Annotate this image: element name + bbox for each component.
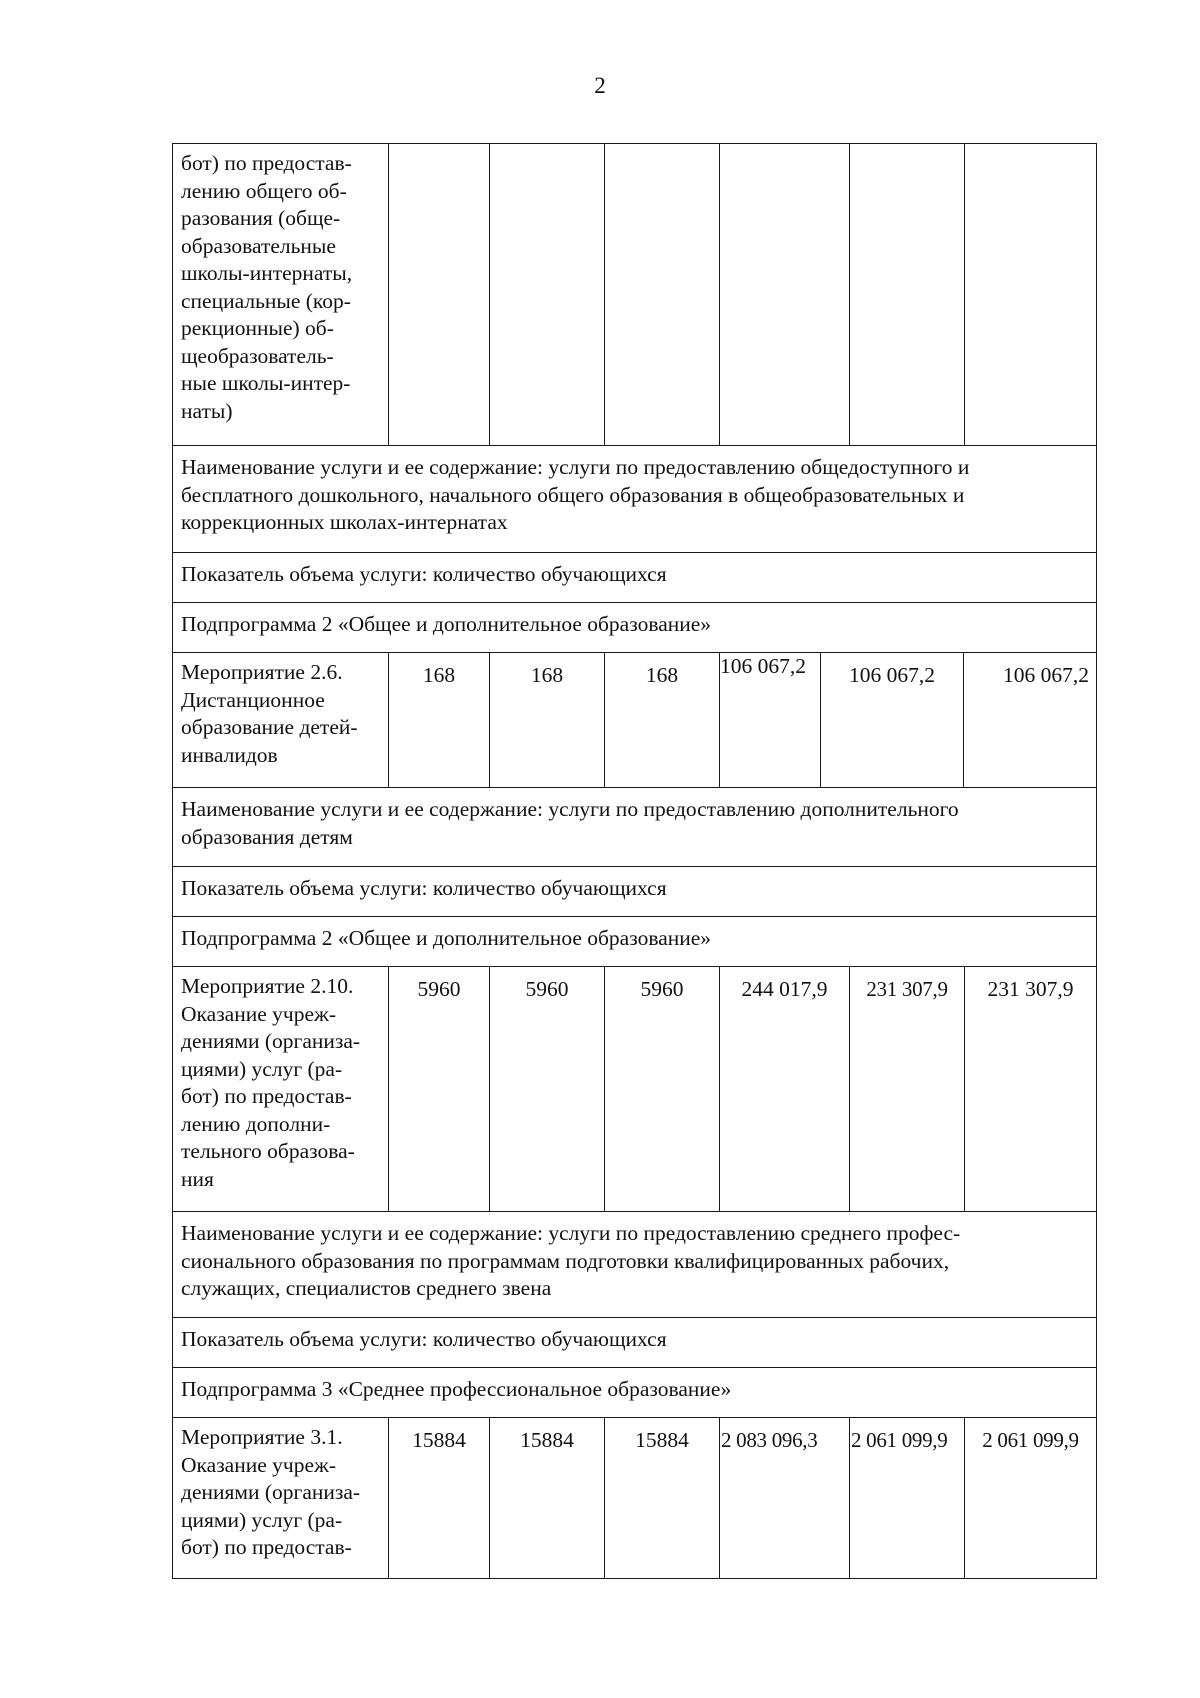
activity-label-line: образование детей- [181,715,358,739]
activity-label-line: дениями (организа- [181,1029,361,1053]
table-row [173,144,1097,446]
activity-label-line: бот) по предостав- [181,1084,352,1108]
activity-label-line: циями) услуг (ра- [181,1056,343,1081]
value-cell: 168 [389,653,490,788]
service-description-line: бесплатного дошкольного, начального общего образования в общеобразовательных и [181,482,965,507]
activity-label-line: лению общего об- [181,178,347,203]
service-description-line: Наименование услуги и ее содержание: услуги по предоставлению среднего профес- [181,1221,961,1245]
value-cell [720,144,850,446]
activity-label-line: инвалидов [181,742,278,767]
activity-label-line: Оказание учреж- [181,1001,337,1026]
activity-label-line: Дистанционное [181,687,325,712]
activity-label-line: школы-интернаты, [181,261,353,285]
table-row [173,1368,1097,1418]
value-cell: 168 [490,653,605,788]
value-cell: 15884 [605,1418,720,1579]
volume-indicator-line: Показатель объема услуги: количество обучающихся [181,1327,667,1351]
page-number: 2 [594,73,606,98]
activity-label-line: Мероприятие 2.6. [181,660,343,684]
table-row [173,1318,1097,1368]
activity-label-line: Оказание учреж- [181,1452,337,1477]
value-cell: 5960 [490,967,605,1212]
activity-label-line: Мероприятие 3.1. [181,1425,343,1449]
table-row [173,603,1097,653]
service-description-line: Наименование услуги и ее содержание: услуги по предоставлению дополнительного [181,797,959,821]
table-row [173,446,1097,553]
activity-label-line: Мероприятие 2.10. [181,974,354,998]
value-cell [850,144,965,446]
table-row [173,1418,1097,1579]
activity-label-line: специальные (кор- [181,288,351,313]
subprogram-cell [173,917,1097,967]
activity-label-cell [173,144,389,446]
value-cell: 168 [605,653,720,788]
subprogram-line: Подпрограмма 2 «Общее и дополнительное образование» [181,926,712,950]
volume-indicator-cell [173,553,1097,603]
value-cell: 2 061 099,9 [850,1418,965,1579]
value-cell [490,144,605,446]
value-cell: 2 083 096,3 [720,1418,850,1579]
value-cell: 106 067,2 [963,653,1096,787]
value-cell: 5960 [389,967,490,1212]
activity-label-cell [173,967,389,1212]
services-table [172,143,1097,1579]
table-row [173,788,1097,867]
value-cell: 15884 [389,1418,490,1579]
value-cell [605,144,720,446]
subprogram-line: Подпрограмма 3 «Среднее профессиональное образование» [181,1377,732,1401]
value-cell: 231 307,9 [850,967,965,1212]
table-row [173,867,1097,917]
table-row [173,553,1097,603]
subprogram-cell [173,1368,1097,1418]
activity-label-line: циями) услуг (ра- [181,1507,343,1532]
value-cell: 244 017,9 [720,967,850,1212]
activity-label-line: образовательные [181,233,336,258]
volume-indicator-line: Показатель объема услуги: количество обучающихся [181,562,667,586]
activity-label-line: разования (обще- [181,206,341,230]
activity-label-line: ния [181,1166,214,1191]
service-description-line: Наименование услуги и ее содержание: услуги по предоставлению общедоступного и [181,455,970,479]
value-cell: 231 307,9 [965,967,1097,1212]
activity-label-line: рекционные) об- [181,316,334,340]
value-cell: 106 067,2 [720,654,806,678]
activity-label-line: лению дополни- [181,1111,331,1136]
subprogram-line: Подпрограмма 2 «Общее и дополнительное образование» [181,612,712,636]
table-row [173,917,1097,967]
volume-indicator-cell [173,1318,1097,1368]
volume-indicator-cell [173,867,1097,917]
service-description-cell [173,788,1097,867]
activity-label-line: дениями (организа- [181,1480,361,1504]
service-description-cell [173,1212,1097,1318]
service-description-line: образования детям [181,824,353,849]
service-description-cell [173,446,1097,553]
value-cell [965,144,1097,446]
table-row [173,1212,1097,1318]
activity-label-line: бот) по предостав- [181,151,352,175]
value-group-cell [720,653,1097,788]
table-row [173,653,1097,788]
activity-label-line: ные школы-интер- [181,371,351,395]
service-description-line: коррекционных школах-интернатах [181,510,508,534]
volume-indicator-line: Показатель объема услуги: количество обучающихся [181,876,667,900]
activity-label-line: тельного образова- [181,1139,355,1163]
activity-label-line: бот) по предостав- [181,1535,352,1559]
table-row [173,967,1097,1212]
value-cell [389,144,490,446]
subprogram-cell [173,603,1097,653]
value-cell: 2 061 099,9 [965,1418,1097,1579]
activity-label-line: наты) [181,398,233,423]
activity-label-line: щеобразователь- [181,343,334,368]
activity-label-cell [173,1418,389,1579]
value-cell: 106 067,2 [820,653,964,787]
service-description-line: служащих, специалистов среднего звена [181,1276,552,1300]
activity-label-cell [173,653,389,788]
value-cell: 15884 [490,1418,605,1579]
service-description-line: сионального образования по программам подготовки квалифицированных рабочих, [181,1248,950,1273]
value-cell: 5960 [605,967,720,1212]
